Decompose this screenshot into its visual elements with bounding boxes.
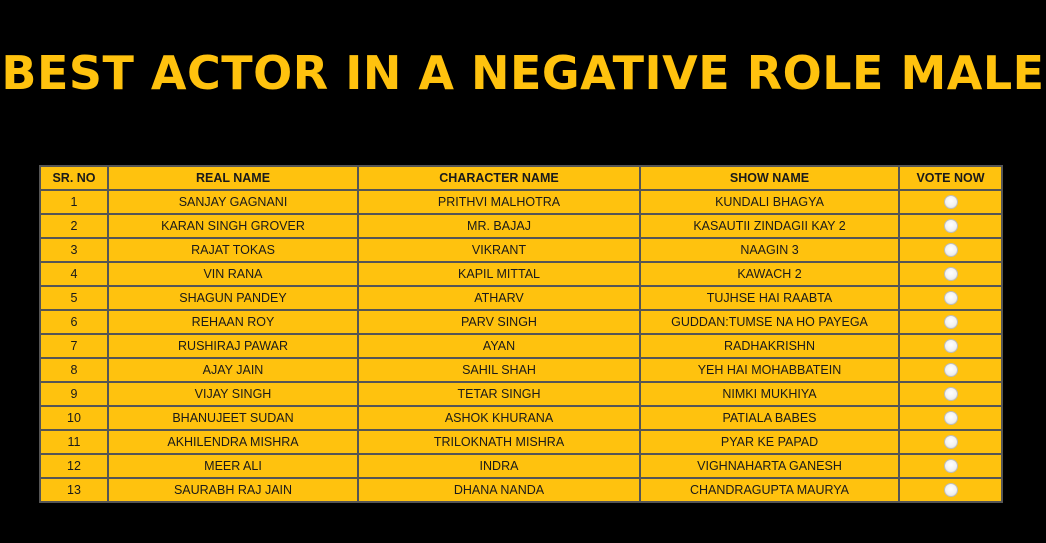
show-name-cell: TUJHSE HAI RAABTA [640, 286, 899, 310]
sr-no-cell: 8 [40, 358, 108, 382]
real-name-cell: KARAN SINGH GROVER [108, 214, 358, 238]
sr-no-cell: 5 [40, 286, 108, 310]
table-row [40, 478, 1002, 502]
real-name-cell: SHAGUN PANDEY [108, 286, 358, 310]
character-name-cell: MR. BAJAJ [358, 214, 640, 238]
character-name-cell: TRILOKNATH MISHRA [358, 430, 640, 454]
vote-cell [899, 406, 1002, 430]
table-row [40, 334, 1002, 358]
vote-cell [899, 310, 1002, 334]
real-name-cell: SANJAY GAGNANI [108, 190, 358, 214]
table-row [40, 238, 1002, 262]
vote-radio-button[interactable] [944, 195, 958, 209]
character-name-cell: ASHOK KHURANA [358, 406, 640, 430]
sr-no-cell: 11 [40, 430, 108, 454]
table-row [40, 382, 1002, 406]
table-row [40, 286, 1002, 310]
sr-no-cell: 9 [40, 382, 108, 406]
real-name-cell: VIN RANA [108, 262, 358, 286]
column-header-character-name: CHARACTER NAME [358, 166, 640, 190]
show-name-cell: NAAGIN 3 [640, 238, 899, 262]
character-name-cell: PARV SINGH [358, 310, 640, 334]
show-name-cell: KUNDALI BHAGYA [640, 190, 899, 214]
table-row [40, 430, 1002, 454]
character-name-cell: VIKRANT [358, 238, 640, 262]
column-header-real-name: REAL NAME [108, 166, 358, 190]
real-name-cell: RUSHIRAJ PAWAR [108, 334, 358, 358]
vote-radio-button[interactable] [944, 315, 958, 329]
vote-radio-button[interactable] [944, 363, 958, 377]
sr-no-cell: 10 [40, 406, 108, 430]
table-row [40, 310, 1002, 334]
vote-cell [899, 334, 1002, 358]
character-name-cell: TETAR SINGH [358, 382, 640, 406]
character-name-cell: AYAN [358, 334, 640, 358]
show-name-cell: VIGHNAHARTA GANESH [640, 454, 899, 478]
show-name-cell: KASAUTII ZINDAGII KAY 2 [640, 214, 899, 238]
real-name-cell: SAURABH RAJ JAIN [108, 478, 358, 502]
real-name-cell: BHANUJEET SUDAN [108, 406, 358, 430]
sr-no-cell: 12 [40, 454, 108, 478]
vote-radio-button[interactable] [944, 483, 958, 497]
vote-cell [899, 286, 1002, 310]
table-header-row [40, 166, 1002, 190]
vote-cell [899, 214, 1002, 238]
vote-cell [899, 238, 1002, 262]
vote-cell [899, 382, 1002, 406]
real-name-cell: AJAY JAIN [108, 358, 358, 382]
show-name-cell: PYAR KE PAPAD [640, 430, 899, 454]
show-name-cell: CHANDRAGUPTA MAURYA [640, 478, 899, 502]
show-name-cell: RADHAKRISHN [640, 334, 899, 358]
show-name-cell: NIMKI MUKHIYA [640, 382, 899, 406]
table-row [40, 262, 1002, 286]
vote-cell [899, 190, 1002, 214]
vote-radio-button[interactable] [944, 459, 958, 473]
real-name-cell: VIJAY SINGH [108, 382, 358, 406]
real-name-cell: RAJAT TOKAS [108, 238, 358, 262]
show-name-cell: KAWACH 2 [640, 262, 899, 286]
vote-cell [899, 358, 1002, 382]
sr-no-cell: 6 [40, 310, 108, 334]
column-header-vote-now: VOTE NOW [899, 166, 1002, 190]
show-name-cell: YEH HAI MOHABBATEIN [640, 358, 899, 382]
table-row [40, 358, 1002, 382]
character-name-cell: ATHARV [358, 286, 640, 310]
character-name-cell: PRITHVI MALHOTRA [358, 190, 640, 214]
nominees-table-container [39, 165, 1001, 503]
table-body [40, 190, 1002, 502]
character-name-cell: SAHIL SHAH [358, 358, 640, 382]
vote-radio-button[interactable] [944, 291, 958, 305]
vote-radio-button[interactable] [944, 243, 958, 257]
show-name-cell: GUDDAN:TUMSE NA HO PAYEGA [640, 310, 899, 334]
sr-no-cell: 4 [40, 262, 108, 286]
vote-cell [899, 430, 1002, 454]
real-name-cell: AKHILENDRA MISHRA [108, 430, 358, 454]
vote-cell [899, 262, 1002, 286]
character-name-cell: DHANA NANDA [358, 478, 640, 502]
vote-radio-button[interactable] [944, 387, 958, 401]
nominees-table [39, 165, 1003, 503]
vote-cell [899, 454, 1002, 478]
real-name-cell: MEER ALI [108, 454, 358, 478]
vote-radio-button[interactable] [944, 219, 958, 233]
vote-radio-button[interactable] [944, 267, 958, 281]
sr-no-cell: 2 [40, 214, 108, 238]
vote-radio-button[interactable] [944, 411, 958, 425]
sr-no-cell: 3 [40, 238, 108, 262]
sr-no-cell: 7 [40, 334, 108, 358]
sr-no-cell: 13 [40, 478, 108, 502]
sr-no-cell: 1 [40, 190, 108, 214]
column-header-sr-no: SR. NO [40, 166, 108, 190]
vote-radio-button[interactable] [944, 339, 958, 353]
real-name-cell: REHAAN ROY [108, 310, 358, 334]
show-name-cell: PATIALA BABES [640, 406, 899, 430]
table-row [40, 406, 1002, 430]
column-header-show-name: SHOW NAME [640, 166, 899, 190]
table-row [40, 190, 1002, 214]
table-row [40, 454, 1002, 478]
character-name-cell: INDRA [358, 454, 640, 478]
table-row [40, 214, 1002, 238]
vote-cell [899, 478, 1002, 502]
character-name-cell: KAPIL MITTAL [358, 262, 640, 286]
vote-radio-button[interactable] [944, 435, 958, 449]
page-title: BEST ACTOR IN A NEGATIVE ROLE MALE [1, 46, 1045, 100]
